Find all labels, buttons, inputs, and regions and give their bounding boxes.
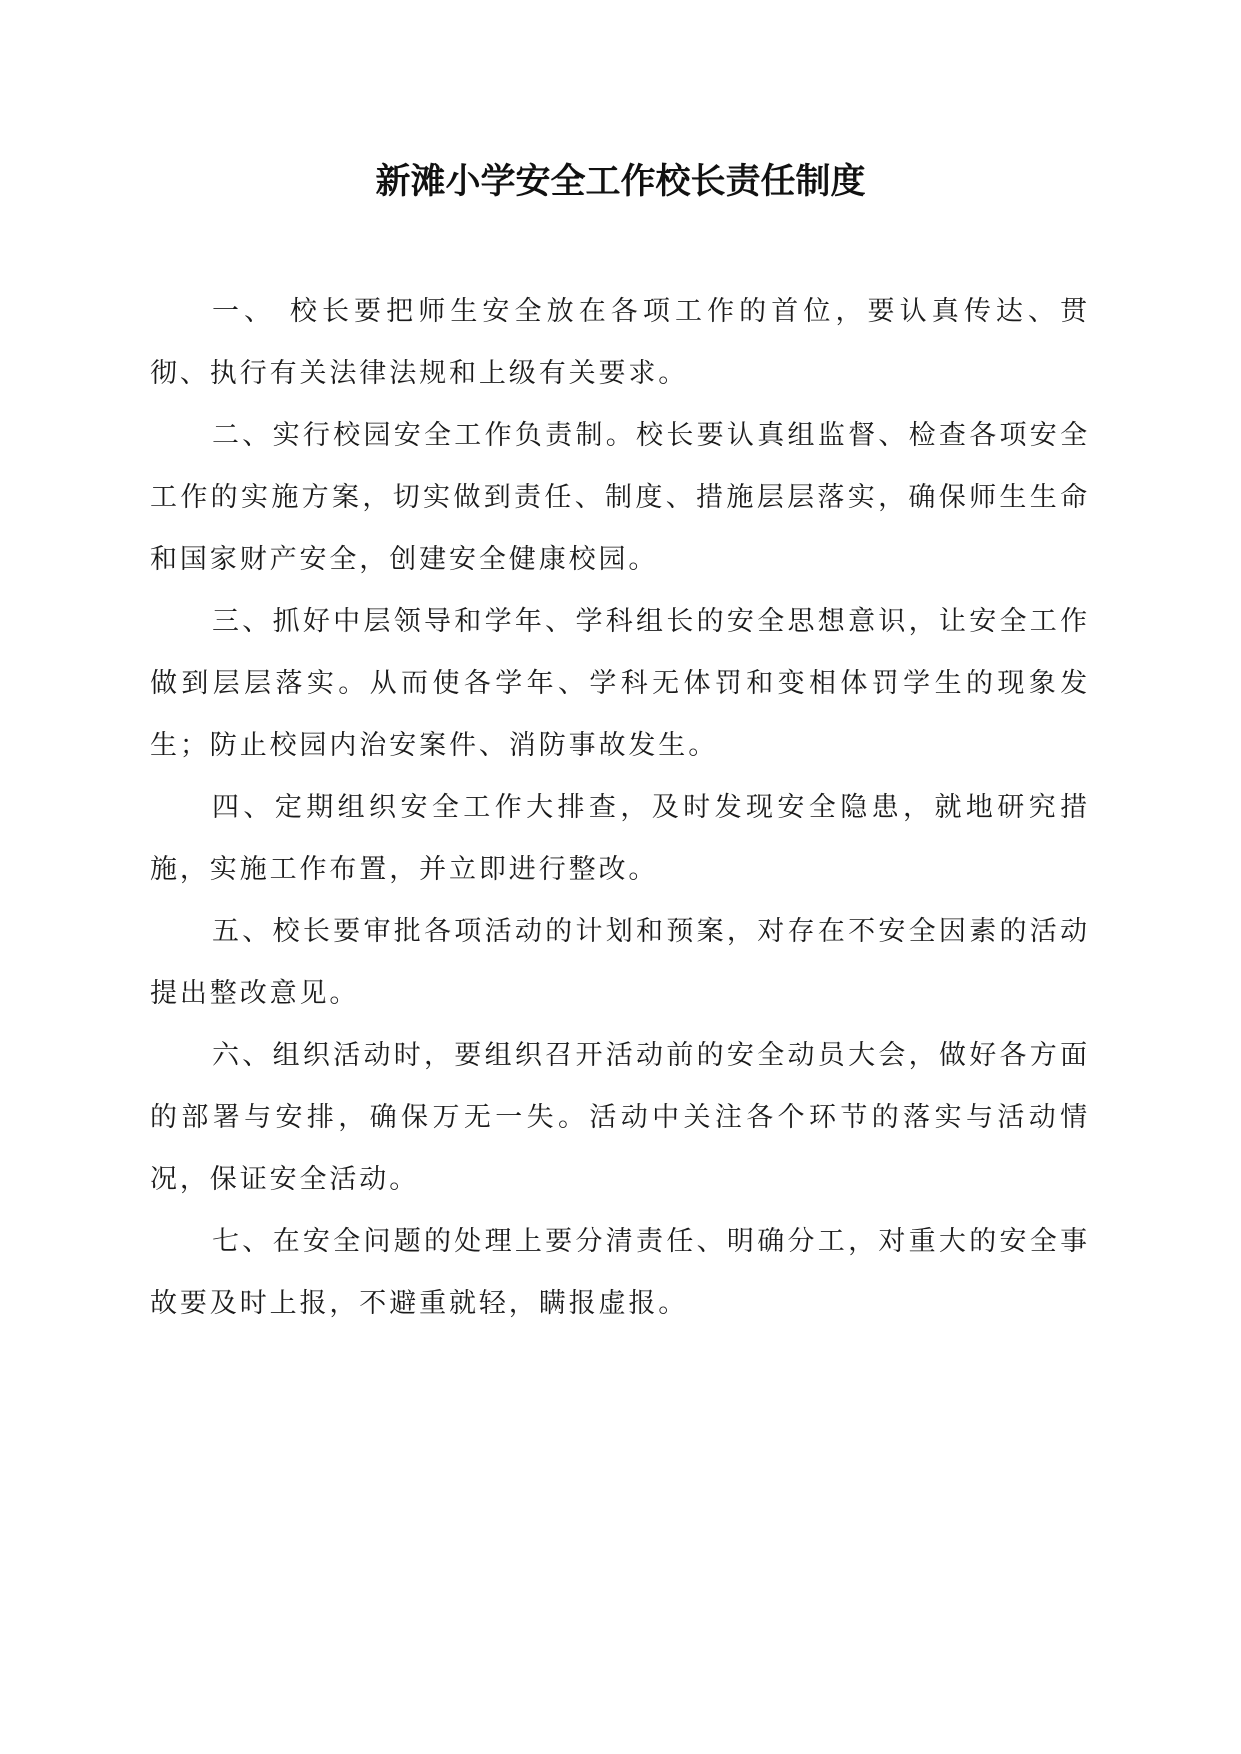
document-body bbox=[150, 281, 1090, 1335]
paragraph-3: 三、抓好中层领导和学年、学科组长的安全思想意识，让安全工作做到层层落实。从而使各学年、学科无体罚和变相体罚学生的现象发生；防止校园内治安案件、消防事故发生。 bbox=[150, 606, 1090, 761]
paragraph-2: 二、实行校园安全工作负责制。校长要认真组监督、检查各项安全工作的实施方案，切实做到责任、制度、措施层层落实，确保师生生命和国家财产安全，创建安全健康校园。 bbox=[150, 420, 1090, 575]
paragraph-6: 六、组织活动时，要组织召开活动前的安全动员大会，做好各方面的部署与安排，确保万无一失。活动中关注各个环节的落实与活动情况，保证安全活动。 bbox=[150, 1040, 1090, 1195]
paragraph-7: 七、在安全问题的处理上要分清责任、明确分工，对重大的安全事故要及时上报，不避重就轻，瞒报虚报。 bbox=[150, 1226, 1090, 1319]
paragraph-5: 五、校长要审批各项活动的计划和预案，对存在不安全因素的活动提出整改意见。 bbox=[150, 916, 1090, 1009]
paragraph-4: 四、定期组织安全工作大排查，及时发现安全隐患，就地研究措施，实施工作布置，并立即进行整改。 bbox=[150, 792, 1090, 885]
paragraph-1: 一、 校长要把师生安全放在各项工作的首位，要认真传达、贯彻、执行有关法律法规和上级有关要求。 bbox=[150, 296, 1090, 389]
document-title: 新滩小学安全工作校长责任制度 bbox=[375, 161, 866, 202]
